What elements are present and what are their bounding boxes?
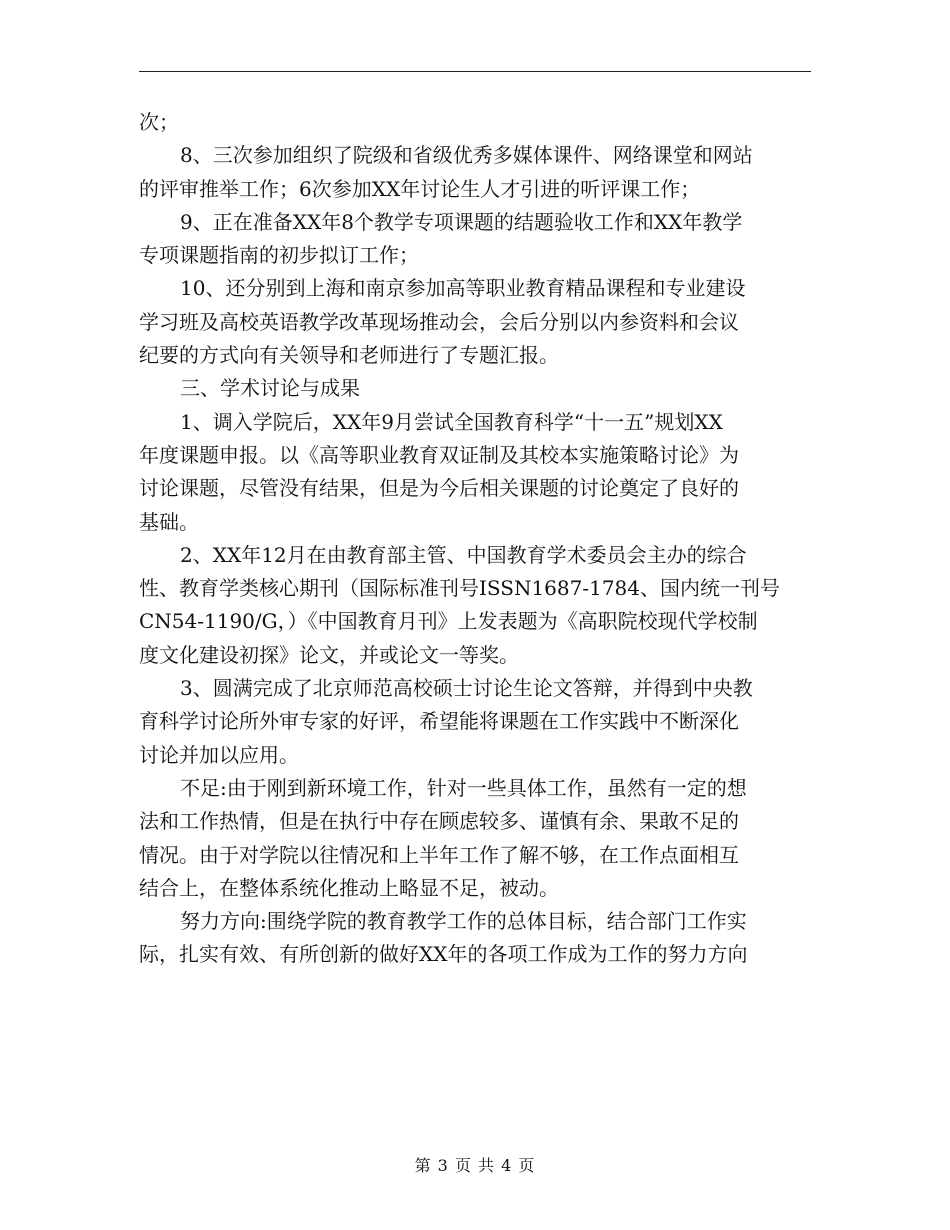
header-rule: [139, 71, 811, 72]
text-line: 不足:由于刚到新环境工作，针对一些具体工作，虽然有一定的想: [180, 775, 747, 800]
text-line: 的评审推举工作；6次参加XX年讨论生人才引进的听评课工作；: [139, 176, 701, 201]
text-line: 1、调入学院后，XX年9月尝试全国教育科学“十一五”规划XX: [180, 409, 723, 434]
text-line: 讨论课题，尽管没有结果，但是为今后相关课题的讨论奠定了良好的: [139, 476, 739, 501]
text-line: 性、教育学类核心期刊（国际标准刊号ISSN1687-1784、国内统一刊号: [139, 576, 781, 601]
text-line: 际，扎实有效、有所创新的做好XX年的各项工作成为工作的努力方向: [139, 942, 748, 967]
document-body: [139, 106, 811, 972]
text-line: 次；: [139, 110, 179, 134]
text-line: 10、还分别到上海和南京参加高等职业教育精品课程和专业建设: [180, 276, 746, 301]
text-line: 三、学术讨论与成果: [180, 376, 360, 401]
text-line: 讨论并加以应用。: [139, 742, 299, 767]
text-line: 法和工作热情，但是在执行中存在顾虑较多、谨慎有余、果敢不足的: [139, 809, 739, 834]
text-line: 纪要的方式向有关领导和老师进行了专题汇报。: [139, 343, 559, 368]
text-line: 学习班及高校英语教学改革现场推动会，会后分别以内参资料和会议: [139, 309, 739, 334]
text-line: 努力方向:围绕学院的教育教学工作的总体目标，结合部门工作实: [180, 909, 747, 934]
page-footer: 第 3 页 共 4 页: [414, 1156, 536, 1175]
text-line: 基础。: [139, 509, 199, 534]
text-line: 结合上，在整体系统化推动上略显不足，被动。: [139, 875, 559, 900]
text-line: 情况。由于对学院以往情况和上半年工作了解不够，在工作点面相互: [139, 842, 739, 867]
text-line: 9、正在准备XX年8个教学专项课题的结题验收工作和XX年教学: [180, 209, 743, 234]
text-line: 年度课题申报。以《高等职业教育双证制及其校本实施策略讨论》为: [139, 442, 739, 467]
text-line: 8、三次参加组织了院级和省级优秀多媒体课件、网络课堂和网站: [180, 143, 753, 168]
text-line: CN54-1190/G，）《中国教育月刊》上发表题为《高职院校现代学校制: [139, 609, 758, 634]
text-line: 育科学讨论所外审专家的好评，希望能将课题在工作实践中不断深化: [139, 709, 739, 734]
text-line: 专项课题指南的初步拟订工作；: [139, 243, 419, 268]
text-line: 3、圆满完成了北京师范高校硕士讨论生论文答辩，并得到中央教: [180, 676, 753, 701]
text-line: 2、XX年12月在由教育部主管、中国教育学术委员会主办的综合: [180, 542, 747, 567]
text-line: 度文化建设初探》论文，并或论文一等奖。: [139, 642, 519, 667]
